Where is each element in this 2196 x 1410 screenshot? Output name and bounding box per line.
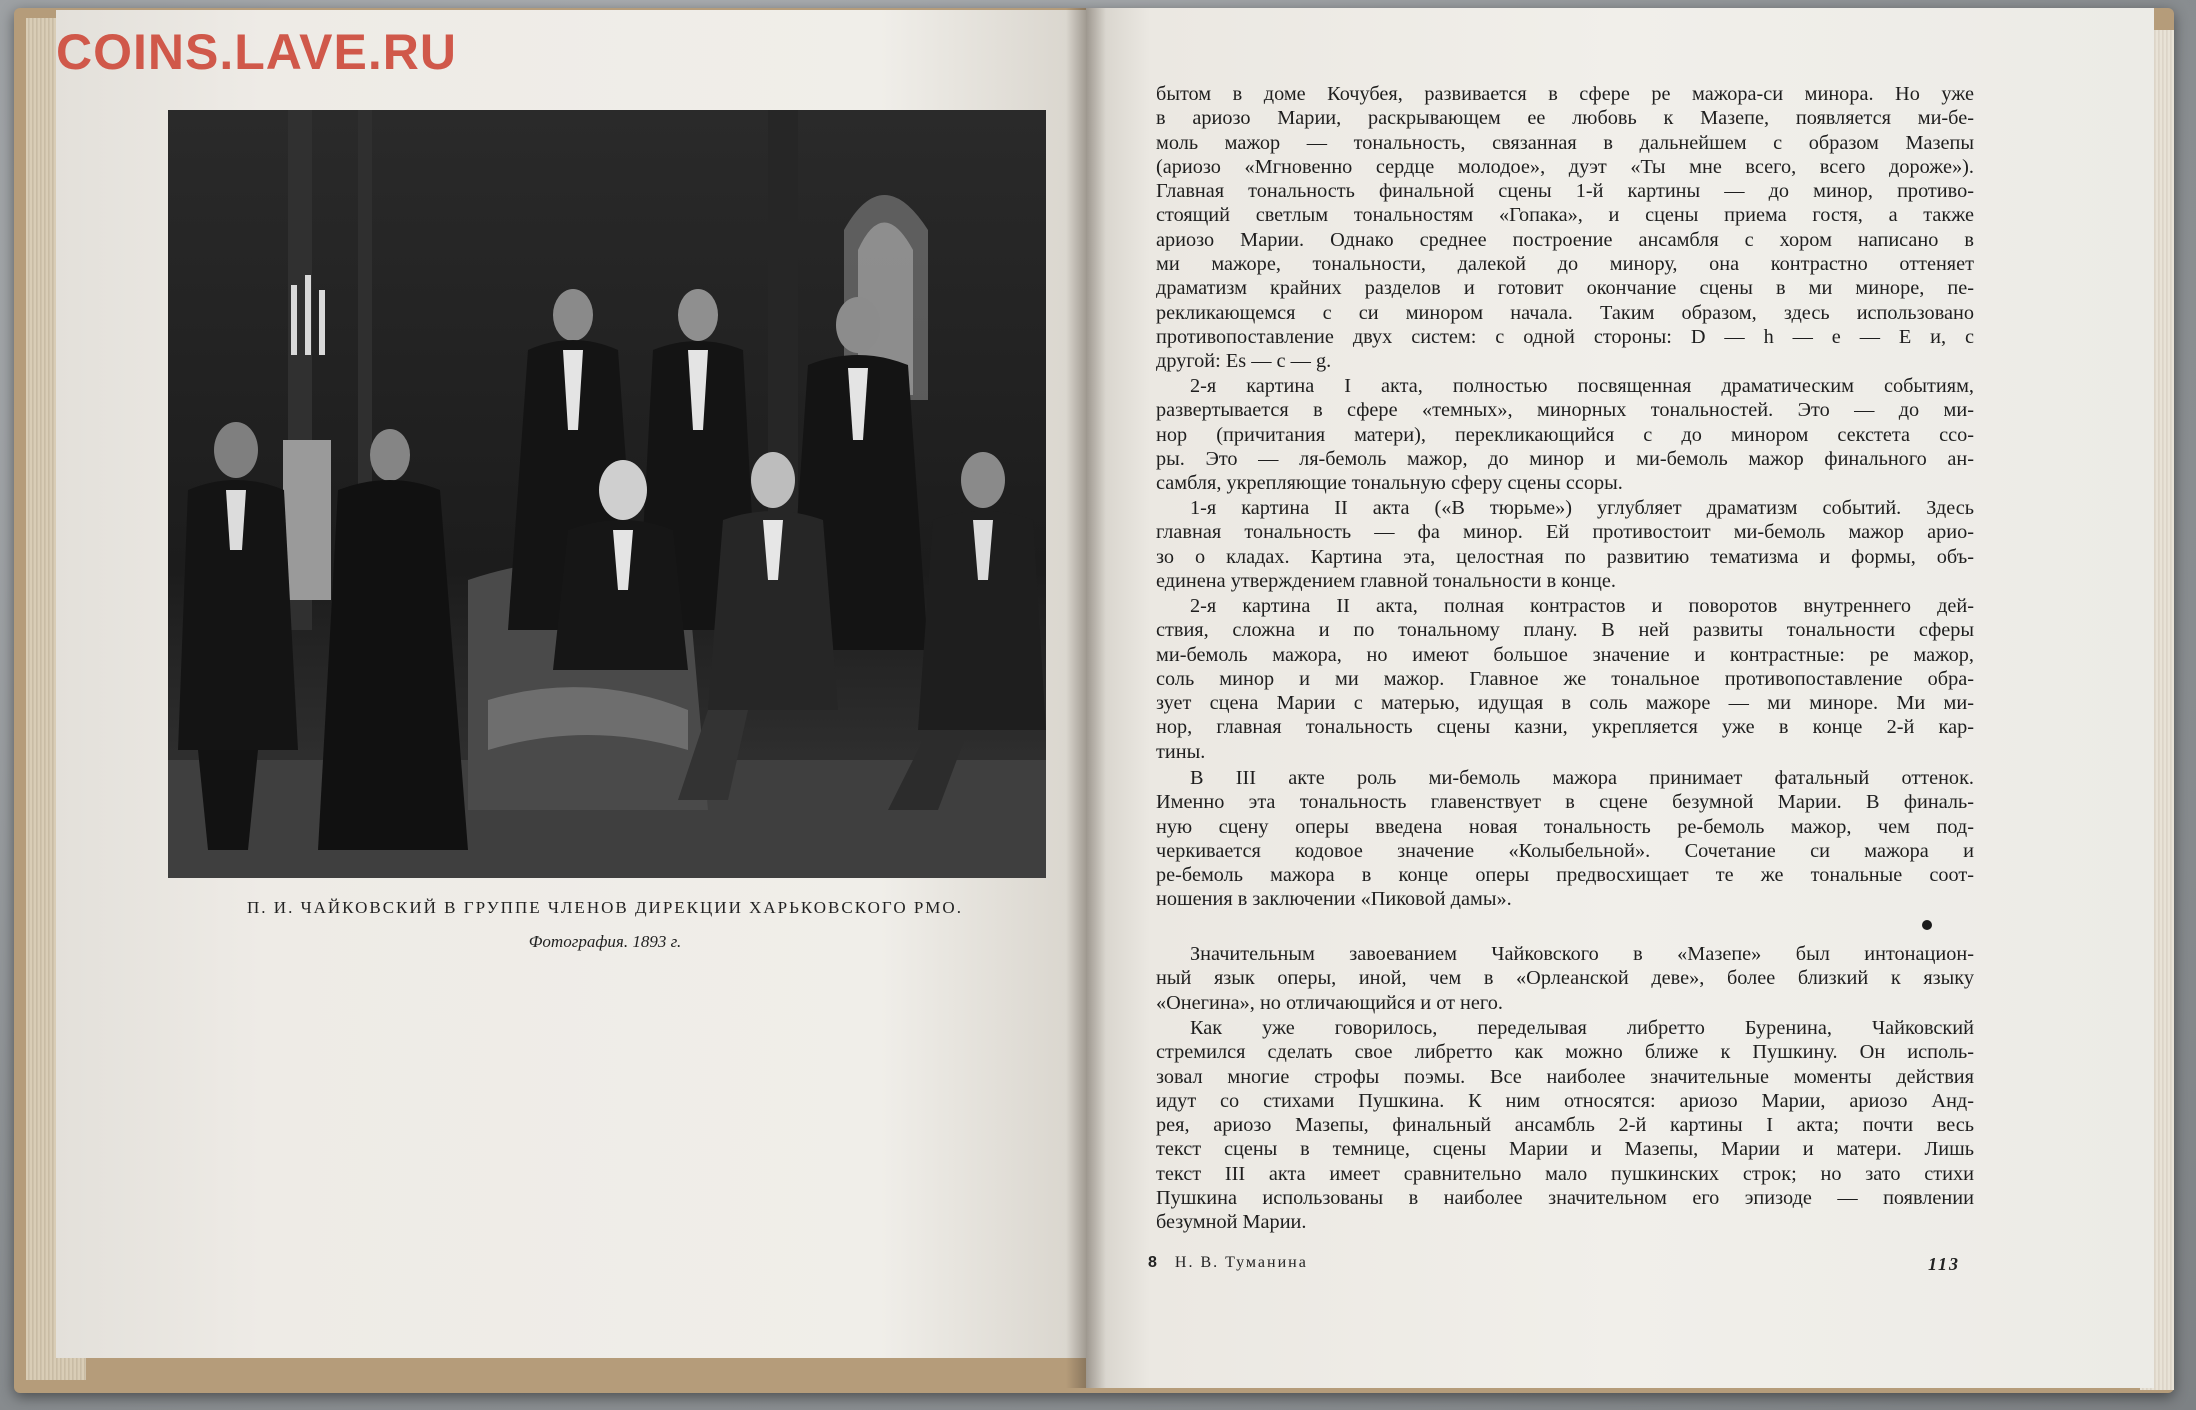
text-line: единена утверждением главной тональности в конце. (1156, 569, 1616, 592)
text-line: ношения в заключении «Пиковой дамы». (1156, 888, 1512, 911)
text-line: Значительным завоеванием Чайковского в «Мазепе» был интонацион- (1190, 943, 1974, 965)
text-line: 2-я картина I акта, полностью посвященная драматическим событиям, (1190, 375, 1974, 397)
text-line: нор, главная тональность сцены казни, укрепляется уже в конце 2-й кар- (1156, 716, 1974, 739)
text-line: ный язык оперы, иной, чем в «Орлеанской деве», более близкий к языку (1156, 967, 1974, 990)
paragraph-2 (1156, 374, 1974, 495)
paragraph-5 (1156, 766, 1974, 912)
paragraph-1 (1156, 82, 1974, 374)
text-line: другой: Es — c — g. (1156, 350, 1332, 373)
paragraph-6 (1156, 942, 1974, 1015)
text-line: ную сцену оперы введена новая тональность ре-бемоль мажор, чем под- (1156, 815, 1974, 838)
text-line: драматизм крайних разделов и готовит окончание сцены в ми миноре, пе- (1156, 277, 1974, 300)
paragraph-3 (1156, 496, 1974, 593)
group-photograph (168, 110, 1046, 878)
text-line: безумной Марии. (1156, 1211, 1307, 1234)
text-line: нор (причитания матери), перекликающийся с до минором секстета ссо- (1156, 423, 1974, 446)
text-line: «Онегина», но отличающийся и от него. (1156, 991, 1503, 1014)
text-line: развертывается в сфере «темных», минорных тональностей. Это — до ми- (1156, 399, 1974, 422)
text-line: В III акте роль ми-бемоль мажора принимает фатальный оттенок. (1190, 767, 1974, 789)
text-line: ми-бемоль мажора, но имеют большое значение и контрастные: ре мажор, (1156, 643, 1974, 666)
text-line: ариозо Марии. Однако среднее построение ансамбля с хором написано в (1156, 228, 1974, 251)
text-line: ствия, сложна и по тональному плану. В ней развиты тональности сферы (1156, 619, 1974, 642)
footer-author: Н. В. Туманина (1174, 1254, 1308, 1271)
text-line: противопоставление двух систем: с одной стороны: D — h — e — E и, с (1156, 325, 1974, 348)
text-line: рея, ариозо Мазепы, финальный ансамбль 2-й картины I акта; почти весь (1156, 1114, 1974, 1137)
page-number: 113 (1927, 1254, 1960, 1274)
text-line: (ариозо «Мгновенно сердце молодое», дуэт «Ты мне всего, всего дороже»). (1156, 155, 1974, 178)
text-line: черкивается кодовое значение «Колыбельной». Сочетание си мажора и (1156, 839, 1974, 862)
text-line: стремился сделать свое либретто как можно ближе к Пушкину. Он исполь- (1156, 1041, 1974, 1064)
photo-caption: П. И. ЧАЙКОВСКИЙ В ГРУППЕ ЧЛЕНОВ ДИРЕКЦИИ ХАРЬКОВСКОГО РМО. (247, 898, 963, 917)
text-line: моль мажор — тональность, связанная в дальнейшем с образом Мазепы (1156, 131, 1974, 154)
text-line: ми мажоре, тональности, далекой до минору, она контрастно оттеняет (1156, 253, 1974, 276)
watermark: COINS.LAVE.RU (56, 24, 457, 80)
text-line: рекликающемся с си минором начала. Таким образом, здесь использовано (1156, 301, 1974, 324)
text-line: в ариозо Марии, раскрывающем ее любовь к Мазепе, появляется ми-бе- (1156, 107, 1974, 130)
paragraph-7 (1156, 1016, 1974, 1235)
printer-signature: 8 (1148, 1254, 1157, 1271)
text-line: зо о кладах. Картина эта, целостная по развитию тематизма и формы, объ- (1156, 545, 1974, 568)
text-line: зует сцена Марии с матерью, идущая в соль мажоре — ми миноре. Ми ми- (1156, 692, 1974, 715)
text-line: Главная тональность финальной сцены 1-й картины — до минор, противо- (1156, 180, 1974, 203)
section-divider-dot (1922, 920, 1932, 930)
text-line: бытом в доме Кочубея, развивается в сфере ре мажора-си минора. Но уже (1156, 83, 1974, 105)
text-line: идут со стихами Пушкина. К ним относятся: ариозо Марии, ариозо Анд- (1156, 1089, 1974, 1112)
text-line: текст III акта имеет сравнительно мало пушкинских строк; но зато стихи (1156, 1162, 1974, 1185)
text-line: тины. (1156, 740, 1206, 763)
text-line: зовал многие строфы поэмы. Все наиболее значительные моменты действия (1156, 1065, 1974, 1088)
paragraph-4 (1156, 594, 1974, 764)
text-line: Именно эта тональность главенствует в сцене безумной Марии. В финаль- (1156, 791, 1974, 814)
photograph-image (168, 110, 1046, 878)
text-line: главная тональность — фа минор. Ей противостоит ми-бемоль мажор арио- (1156, 521, 1974, 544)
book-gutter (1066, 8, 1106, 1388)
text-line: стоящий светлым тональностям «Гопака», и сцены приема гостя, а также (1156, 204, 1974, 227)
text-line: самбля, укрепляющие тональную сферу сцены ссоры. (1156, 472, 1623, 495)
text-line: 1-я картина II акта («В тюрьме») углубляет драматизм событий. Здесь (1190, 497, 1974, 519)
text-line: ре-бемоль мажора в конце оперы предвосхищает те же тональные соот- (1156, 864, 1974, 887)
page-footer (1148, 1254, 1448, 1280)
text-line: соль минор и ми мажор. Главное же тональное противопоставление обра- (1156, 667, 1974, 690)
text-line: Пушкина использованы в наиболее значительном его эпизоде — появлении (1156, 1187, 1974, 1210)
text-line: Как уже говорилось, переделывая либретто Буренина, Чайковский (1190, 1017, 1974, 1039)
photo-caption-date: Фотография. 1893 г. (528, 932, 682, 951)
text-line: ры. Это — ля-бемоль мажор, до минор и ми-бемоль мажор финального ан- (1156, 447, 1974, 470)
text-line: 2-я картина II акта, полная контрастов и поворотов внутреннего дей- (1190, 595, 1974, 617)
text-line: текст сцены в темнице, сцены Марии и Мазепы, Марии и матери. Лишь (1156, 1138, 1974, 1161)
